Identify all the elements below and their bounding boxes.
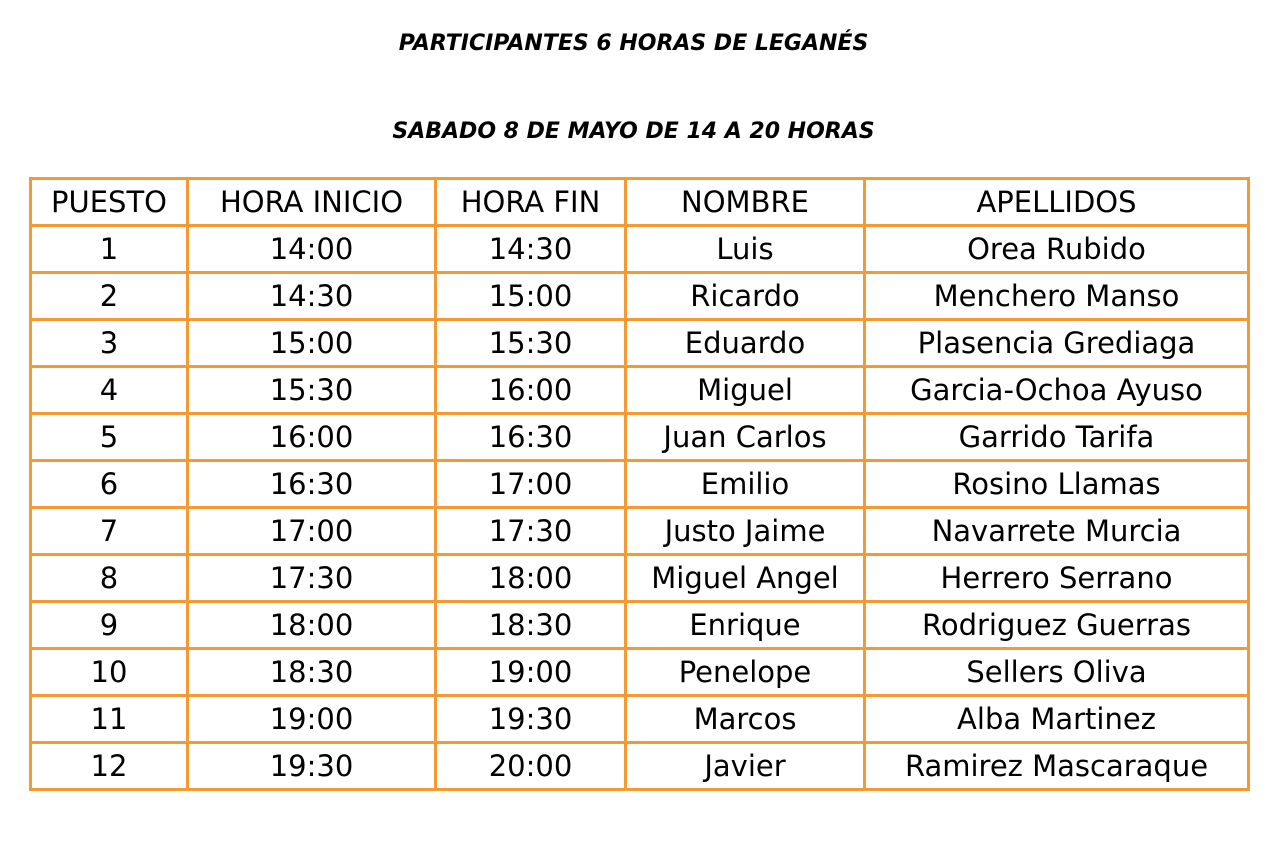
hora-inicio-cell: 14:00 <box>188 226 436 273</box>
puesto-cell: 3 <box>31 320 188 367</box>
apellidos-cell: Sellers Oliva <box>865 649 1249 696</box>
hora-fin-cell: 18:00 <box>436 555 626 602</box>
apellidos-cell: Navarrete Murcia <box>865 508 1249 555</box>
hora-fin-cell: 20:00 <box>436 743 626 790</box>
nombre-cell: Luis <box>626 226 865 273</box>
nombre-cell: Penelope <box>626 649 865 696</box>
nombre-cell: Marcos <box>626 696 865 743</box>
hora-fin-cell: 19:30 <box>436 696 626 743</box>
table-row <box>31 602 1249 649</box>
hora-inicio-cell: 15:00 <box>188 320 436 367</box>
header-puesto: PUESTO <box>31 179 188 226</box>
table-row <box>31 414 1249 461</box>
table-row <box>31 696 1249 743</box>
hora-inicio-cell: 19:00 <box>188 696 436 743</box>
hora-fin-cell: 18:30 <box>436 602 626 649</box>
apellidos-cell: Plasencia Grediaga <box>865 320 1249 367</box>
hora-inicio-cell: 18:30 <box>188 649 436 696</box>
hora-inicio-cell: 19:30 <box>188 743 436 790</box>
header-hora-fin: HORA FIN <box>436 179 626 226</box>
header-hora-inicio: HORA INICIO <box>188 179 436 226</box>
hora-fin-cell: 17:00 <box>436 461 626 508</box>
table-row <box>31 226 1249 273</box>
page-title: PARTICIPANTES 6 HORAS DE LEGANÉS <box>398 31 869 56</box>
table-row <box>31 273 1249 320</box>
puesto-cell: 2 <box>31 273 188 320</box>
apellidos-cell: Ramirez Mascaraque <box>865 743 1249 790</box>
puesto-cell: 5 <box>31 414 188 461</box>
puesto-cell: 10 <box>31 649 188 696</box>
hora-fin-cell: 19:00 <box>436 649 626 696</box>
apellidos-cell: Orea Rubido <box>865 226 1249 273</box>
hora-inicio-cell: 17:00 <box>188 508 436 555</box>
hora-fin-cell: 16:30 <box>436 414 626 461</box>
apellidos-cell: Garrido Tarifa <box>865 414 1249 461</box>
apellidos-cell: Menchero Manso <box>865 273 1249 320</box>
puesto-cell: 7 <box>31 508 188 555</box>
hora-inicio-cell: 16:00 <box>188 414 436 461</box>
nombre-cell: Enrique <box>626 602 865 649</box>
nombre-cell: Eduardo <box>626 320 865 367</box>
nombre-cell: Ricardo <box>626 273 865 320</box>
table-row <box>31 320 1249 367</box>
table-row <box>31 743 1249 790</box>
table-row <box>31 461 1249 508</box>
apellidos-cell: Rodriguez Guerras <box>865 602 1249 649</box>
puesto-cell: 1 <box>31 226 188 273</box>
hora-inicio-cell: 16:30 <box>188 461 436 508</box>
nombre-cell: Javier <box>626 743 865 790</box>
nombre-cell: Miguel <box>626 367 865 414</box>
puesto-cell: 8 <box>31 555 188 602</box>
apellidos-cell: Garcia-Ochoa Ayuso <box>865 367 1249 414</box>
hora-inicio-cell: 18:00 <box>188 602 436 649</box>
table-row <box>31 367 1249 414</box>
apellidos-cell: Herrero Serrano <box>865 555 1249 602</box>
table-body <box>31 226 1249 790</box>
puesto-cell: 6 <box>31 461 188 508</box>
header-nombre: NOMBRE <box>626 179 865 226</box>
nombre-cell: Emilio <box>626 461 865 508</box>
nombre-cell: Juan Carlos <box>626 414 865 461</box>
hora-inicio-cell: 15:30 <box>188 367 436 414</box>
nombre-cell: Justo Jaime <box>626 508 865 555</box>
page-subtitle: SABADO 8 DE MAYO DE 14 A 20 HORAS <box>392 119 875 144</box>
table-header-row <box>31 179 1249 226</box>
participants-table <box>29 177 1250 791</box>
hora-fin-cell: 14:30 <box>436 226 626 273</box>
puesto-cell: 12 <box>31 743 188 790</box>
hora-fin-cell: 17:30 <box>436 508 626 555</box>
hora-fin-cell: 16:00 <box>436 367 626 414</box>
apellidos-cell: Rosino Llamas <box>865 461 1249 508</box>
table-row <box>31 649 1249 696</box>
puesto-cell: 11 <box>31 696 188 743</box>
hora-inicio-cell: 17:30 <box>188 555 436 602</box>
nombre-cell: Miguel Angel <box>626 555 865 602</box>
table-row <box>31 508 1249 555</box>
hora-inicio-cell: 14:30 <box>188 273 436 320</box>
hora-fin-cell: 15:00 <box>436 273 626 320</box>
table-row <box>31 555 1249 602</box>
hora-fin-cell: 15:30 <box>436 320 626 367</box>
puesto-cell: 9 <box>31 602 188 649</box>
puesto-cell: 4 <box>31 367 188 414</box>
header-apellidos: APELLIDOS <box>865 179 1249 226</box>
apellidos-cell: Alba Martinez <box>865 696 1249 743</box>
